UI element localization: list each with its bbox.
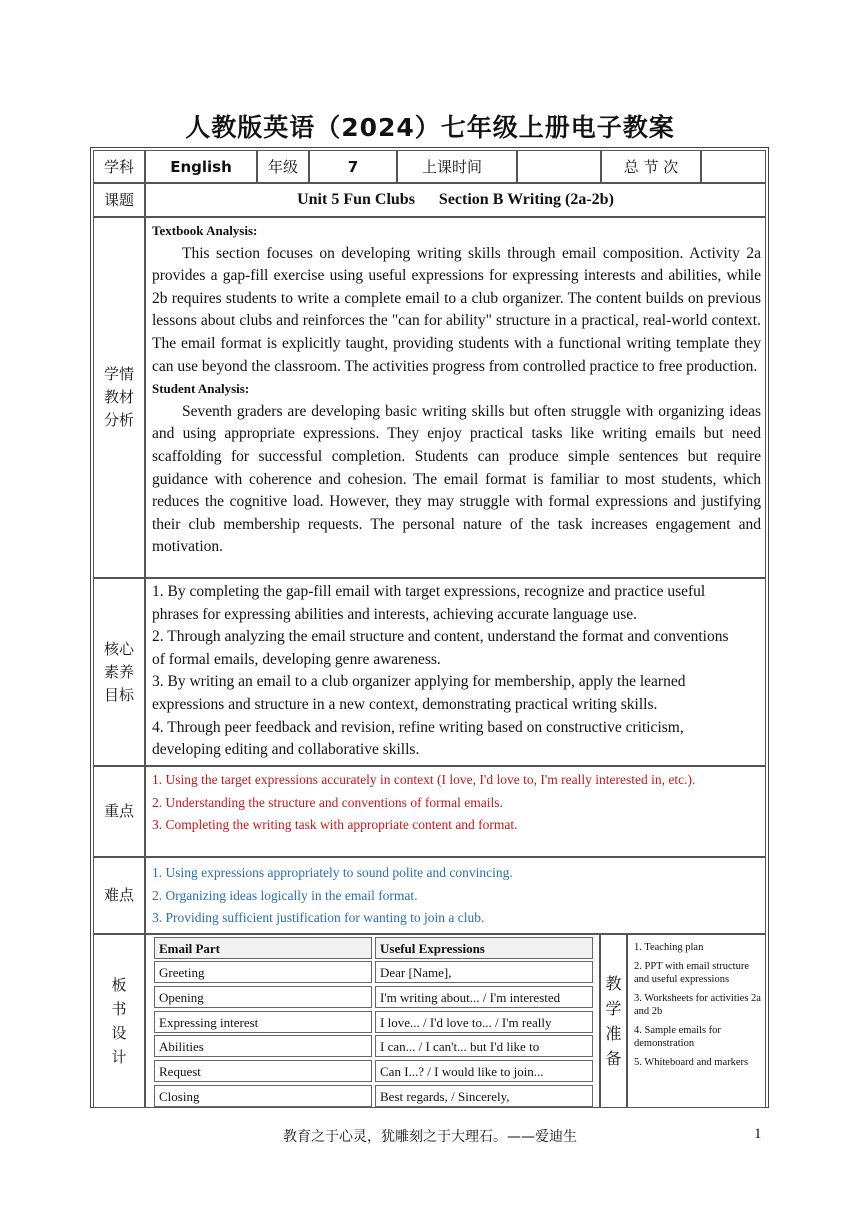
grade-label: 年级 [257, 150, 309, 183]
document-title: 人教版英语（2024）七年级上册电子教案 [185, 113, 675, 142]
board-cell-email-part: Abilities [154, 1035, 372, 1057]
objectives-label-line-1: 核心 [103, 639, 134, 658]
board-header-email-part: Email Part [154, 937, 372, 959]
prep-label-line-3: 准 [605, 1024, 622, 1043]
board-label-line-4: 计 [111, 1048, 127, 1066]
board-label-line-3: 设 [111, 1024, 127, 1042]
key-point-item: 1. Using the target expressions accurately in context (I love, I'd love to, I'm really interested in, etc.). [152, 772, 696, 787]
topic-label: 课题 [93, 183, 145, 217]
board-cell-expression: I can... / I can't... but I'd like to [375, 1035, 593, 1057]
analysis-content [145, 217, 766, 578]
objectives-label [93, 578, 145, 766]
board-cell-expression: Best regards, / Sincerely, [375, 1085, 593, 1107]
topic-value [145, 183, 766, 217]
difficulty-item: 1. Using expressions appropriately to sound polite and convincing. [152, 865, 513, 880]
board-label [93, 934, 145, 1108]
difficulty-item: 3. Providing sufficient justification for wanting to join a club. [152, 910, 485, 925]
topic-row [93, 183, 766, 217]
objective-item: 3. By writing an email to a club organizer applying for membership, apply the learned expressions and structure in a new context, demonstrating practical writing skills. [152, 673, 686, 713]
board-label-line-1: 板 [111, 976, 127, 994]
key-points-row [93, 766, 766, 857]
prep-label [600, 934, 627, 1108]
board-cell-email-part: Closing [154, 1085, 372, 1107]
board-cell-expression: I love... / I'd love to... / I'm really [375, 1011, 593, 1033]
objective-item: 4. Through peer feedback and revision, refine writing based on constructive criticism, developing editing and collaborative skills. [152, 718, 684, 759]
total-periods-label: 总 节 次 [601, 150, 701, 183]
prep-content [627, 934, 766, 1108]
header-row [93, 150, 766, 183]
prep-item: 5. Whiteboard and markers [634, 1056, 749, 1068]
objective-item: 1. By completing the gap-fill email with target expressions, recognize and practice useful phrases for expressing abilities and interests, achieving accurate language use. [152, 583, 706, 623]
total-periods-value [701, 150, 766, 183]
student-analysis-heading: Student Analysis: [152, 381, 250, 397]
prep-item: 1. Teaching plan [634, 942, 704, 953]
analysis-row [93, 217, 766, 578]
analysis-label-line-1: 学情 [103, 365, 134, 383]
board-cell-expression: Can I...? / I would like to join... [375, 1060, 593, 1082]
board-header-useful-expressions: Useful Expressions [375, 937, 593, 959]
page-number: 1 [754, 1126, 762, 1142]
key-points-label: 重点 [93, 766, 145, 857]
topic-unit: Unit 5 Fun Clubs [297, 191, 415, 208]
class-time-value [517, 150, 601, 183]
board-cell-expression: Dear [Name], [375, 961, 593, 983]
board-cell-email-part: Expressing interest [154, 1011, 372, 1033]
textbook-analysis-heading: Textbook Analysis: [152, 223, 258, 238]
class-time-label: 上课时间 [397, 150, 517, 183]
student-analysis-text: Seventh graders are developing basic writing skills but often struggle with organizing ideas and using appropriate expressions. They enjoy practical tasks like writing emails but need scaffolding for successful completion. Students can produce simple sentences but require guidance with coherence and cohesion. The email format is familiar to most students, which reduces the cognitive load. However, they may struggle with formal expressions and justifying their club membership requests. The personal nature of the task increases engagement and motivation. [152, 402, 761, 556]
prep-item: 4. Sample emails for demonstration [634, 1024, 721, 1049]
prep-item: 3. Worksheets for activities 2a and 2b [634, 992, 761, 1017]
board-cell-email-part: Greeting [154, 961, 372, 983]
objectives-row [93, 578, 766, 766]
footer-quote: 教育之于心灵，犹雕刻之于大理石。——爱迪生 [283, 1129, 577, 1145]
board-cell-email-part: Request [154, 1060, 372, 1082]
objectives-label-line-2: 素养 [103, 662, 134, 681]
objective-item: 2. Through analyzing the email structure and content, understand the format and conventions of formal emails, developing genre awareness. [152, 628, 729, 668]
textbook-analysis-text: This section focuses on developing writing skills through email composition. Activity 2a provides a gap-fill exercise using useful expressions for expressing interests and abilities, while 2b requires students to write a complete email to a club organizer. The content builds on previous lessons about clubs and reinforces the "can for ability" structure in a practical, real-world context. The email format is explicitly taught, providing students with a functional writing template they can use beyond the classroom. The activities progress from controlled practice to free production. [152, 244, 761, 375]
key-point-item: 3. Completing the writing task with appropriate content and format. [152, 817, 518, 832]
board-cell-email-part: Opening [154, 986, 372, 1008]
grade-value: 7 [309, 150, 397, 183]
subject-label: 学科 [93, 150, 145, 183]
key-point-item: 2. Understanding the structure and conventions of formal emails. [152, 794, 503, 810]
analysis-label-line-2: 教材 [103, 388, 134, 406]
difficulties-label: 难点 [93, 857, 145, 934]
subject-value: English [145, 150, 257, 183]
board-design-row [93, 934, 766, 1108]
prep-label-line-4: 备 [605, 1049, 622, 1068]
difficulties-content [145, 857, 766, 934]
prep-item: 2. PPT with email structure and useful expressions [634, 960, 750, 985]
prep-label-line-2: 学 [605, 999, 622, 1018]
prep-label-line-1: 教 [605, 974, 622, 993]
objectives-label-line-3: 目标 [103, 685, 134, 704]
topic-section: Section B Writing (2a-2b) [438, 191, 614, 208]
board-cell-expression: I'm writing about... / I'm interested [375, 986, 593, 1008]
board-label-line-2: 书 [111, 1000, 127, 1018]
difficulties-row [93, 857, 766, 934]
key-points-content [145, 766, 766, 857]
objectives-content [145, 578, 766, 766]
analysis-label-line-3: 分析 [103, 411, 134, 429]
board-design-content [145, 934, 600, 1108]
analysis-label [93, 217, 145, 578]
difficulty-item: 2. Organizing ideas logically in the email format. [152, 887, 418, 903]
